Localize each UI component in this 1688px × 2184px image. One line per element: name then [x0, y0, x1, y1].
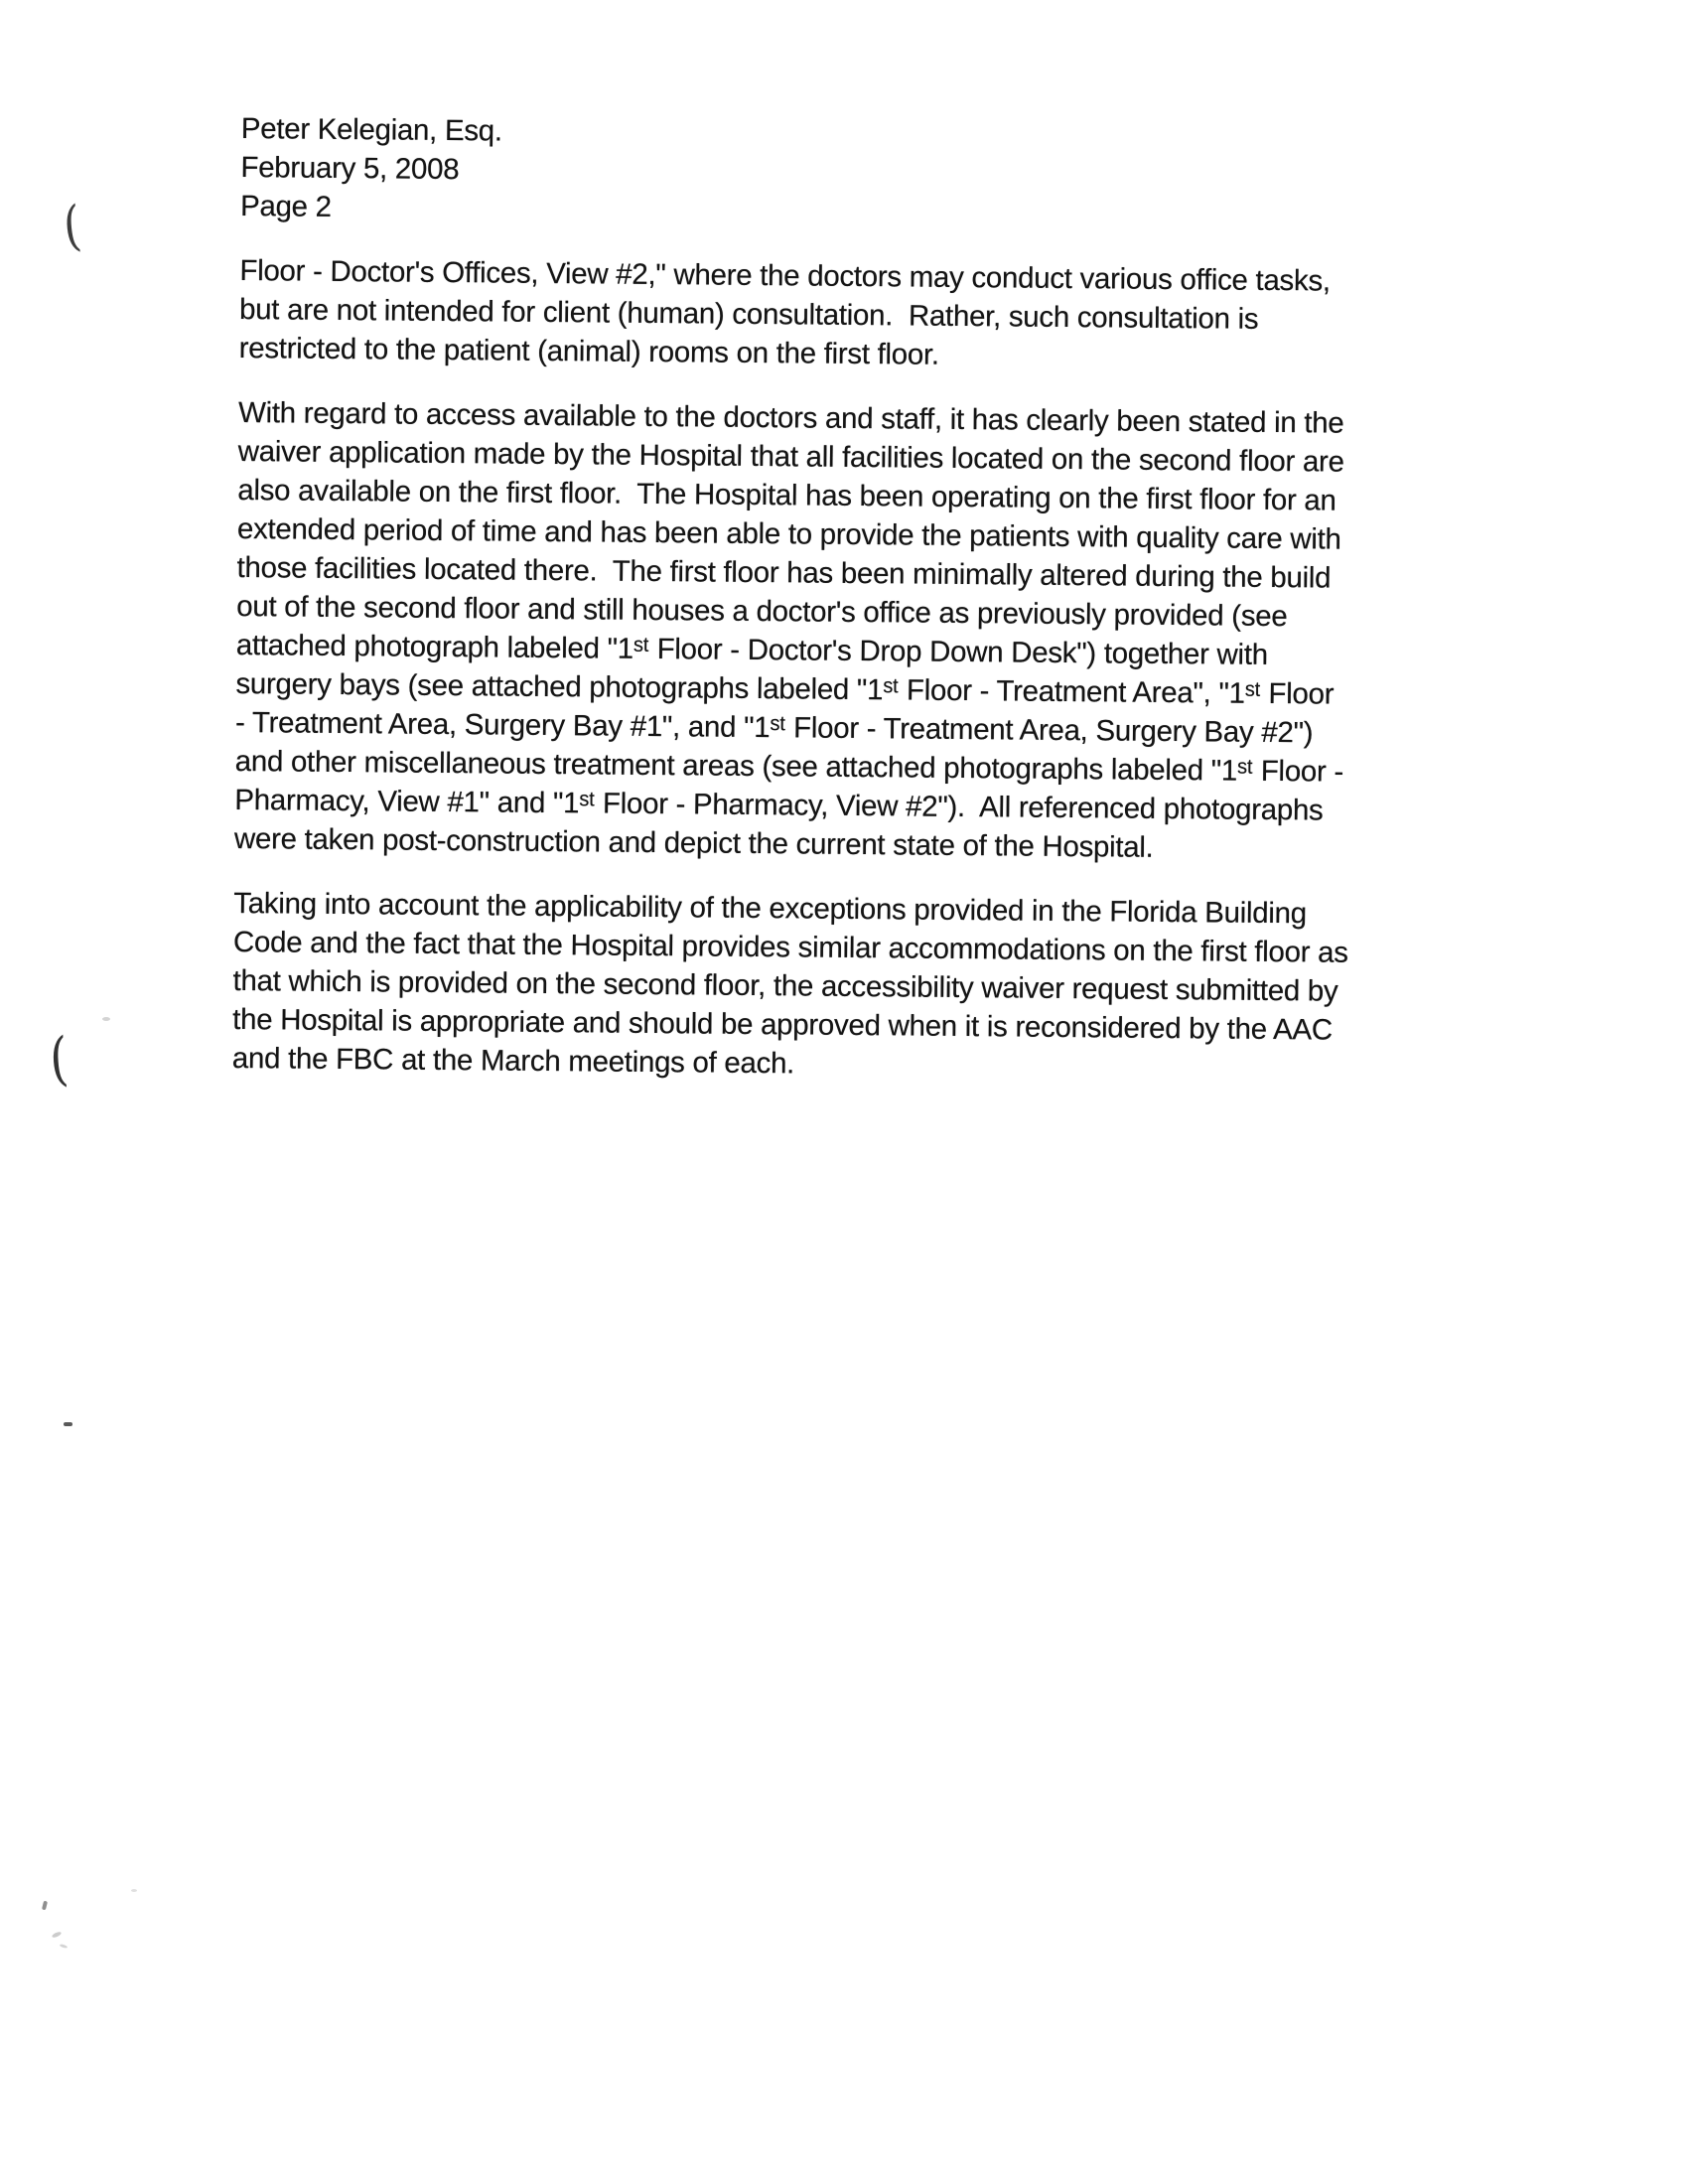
text-line: attached photograph labeled "1ˢᵗ Floor - Doctor's Drop Down Desk") together with — [235, 628, 1268, 671]
scan-artifact-speck — [60, 1944, 69, 1949]
scan-artifact-speck — [131, 1889, 137, 1892]
text-line: and the FBC at the March meetings of each. — [231, 1041, 795, 1081]
scan-artifact-speck — [64, 1422, 72, 1426]
letter-paragraph-2 — [234, 393, 1529, 870]
scan-artifact-speck — [52, 1931, 63, 1939]
text-line: - Treatment Area, Surgery Bay #1", and "1ˢᵗ Floor - Treatment Area, Surgery Bay #2") — [234, 705, 1314, 750]
scan-artifact-speck — [42, 1901, 48, 1911]
letter-header — [240, 109, 1532, 237]
text-line: waiver application made by the Hospital that all facilities located on the second floor are — [237, 434, 1344, 479]
text-line: and other miscellaneous treatment areas (see attached photographs labeled "1ˢᵗ Floor - — [234, 744, 1344, 789]
text-line: the Hospital is appropriate and should be approved when it is reconsidered by the AAC — [232, 1002, 1333, 1047]
text-line: those facilities located there. The first floor has been minimally altered during the build — [236, 550, 1332, 595]
text-line: Pharmacy, View #1" and "1ˢᵗ Floor - Pharmacy, View #2"). All referenced photographs — [234, 783, 1324, 827]
scan-artifact-paren-middle: ( — [47, 1024, 70, 1093]
text-line: also available on the first floor. The Hospital has been operating on the first floor for an — [237, 473, 1336, 517]
text-line: restricted to the patient (animal) rooms on the first floor. — [238, 331, 939, 371]
text-line: that which is provided on the second floor, the accessibility waiver request submitted by — [232, 963, 1338, 1008]
text-line: extended period of time and has been able to provide the patients with quality care with — [236, 511, 1341, 556]
letter-date: February 5, 2008 — [240, 150, 460, 187]
text-line: out of the second floor and still houses a doctor's office as previously provided (see — [236, 589, 1288, 634]
text-line: but are not intended for client (human) consultation. Rather, such consultation is — [238, 292, 1259, 336]
letter-body — [232, 109, 1532, 1090]
text-line: Code and the fact that the Hospital provides similar accommodations on the first floor as — [232, 925, 1348, 969]
scan-artifact-speck — [102, 1017, 110, 1021]
page-number: Page 2 — [239, 189, 332, 223]
text-line: With regard to access available to the doctors and staff, it has clearly been stated in the — [237, 395, 1344, 440]
letter-paragraph-1 — [239, 251, 1531, 379]
text-line: Floor - Doctor's Offices, View #2," where the doctors may conduct various office tasks, — [239, 253, 1331, 298]
text-line: surgery bays (see attached photographs labeled "1ˢᵗ Floor - Treatment Area", "1ˢᵗ Floor — [235, 666, 1335, 711]
letter-paragraph-3 — [232, 884, 1525, 1090]
text-line: were taken post-construction and depict the current state of the Hospital. — [233, 821, 1154, 864]
recipient-name: Peter Kelegian, Esq. — [240, 111, 502, 148]
scan-artifact-paren-top: ( — [60, 194, 84, 258]
text-line: Taking into account the applicability of the exceptions provided in the Florida Building — [233, 886, 1307, 931]
